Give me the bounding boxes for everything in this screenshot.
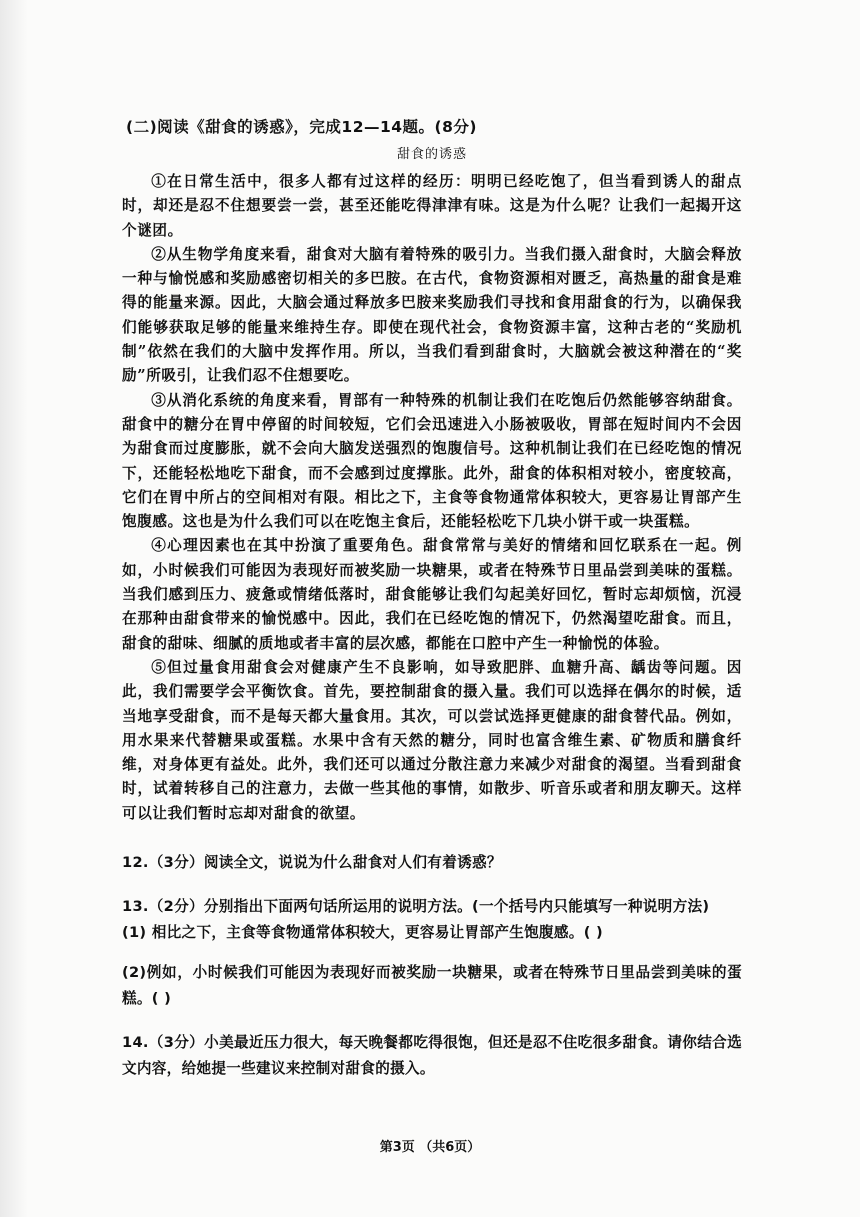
page-footer: 第3页 （共6页） [379,1140,481,1155]
question-14: 14.（3分）小美最近压力很大，每天晚餐都吃得很饱，但还是忍不住吃很多甜食。请你结合选文内容，给她提一些建议来控制对甜食的摄入。 [122,1034,742,1078]
paragraph-2: ②从生物学角度来看，甜食对大脑有着特殊的吸引力。当我们摄入甜食时，大脑会释放一种与愉悦感和奖励感密切相关的多巴胺。在古代，食物资源相对匮乏，高热量的甜食是难得的能量来源。因此，大脑会通过释放多巴胺来奖励我们寻找和食用甜食的行为，以确保我们能够获取足够的能量来维持生存。即使在现代社会，食物资源丰富，这种古老的“奖励机制”依然在我们的大脑中发挥作用。所以，当我们看到甜食时，大脑就会被这种潜在的“奖励”所吸引，让我们忍不住想要吃。 [122,245,742,385]
question-13 [122,894,742,1012]
paragraph-3: ③从消化系统的角度来看，胃部有一种特殊的机制让我们在吃饱后仍然能够容纳甜食。甜食中的糖分在胃中停留的时间较短，它们会迅速进入小肠被吸收，胃部在短时间内不会因为甜食而过度膨胀，就不会向大脑发送强烈的饱腹信号。这种机制让我们在已经吃饱的情况下，还能轻松地吃下甜食，而不会感到过度撑胀。此外，甜食的体积相对较小，密度较高，它们在胃中所占的空间相对有限。相比之下，主食等食物通常体积较大，更容易让胃部产生饱腹感。这也是为什么我们可以在吃饱主食后，还能轻松吃下几块小饼干或一块蛋糕。 [122,391,742,531]
questions [122,850,742,1082]
article-body [122,170,742,826]
scan-edge-shadow [0,0,28,1217]
question-12: 12.（3分）阅读全文，说说为什么甜食对人们有着诱惑？ [122,854,502,872]
question-13-item-1: (1) 相比之下，主食等食物通常体积较大，更容易让胃部产生饱腹感。( ) [122,924,604,942]
paragraph-5: ⑤但过量食用甜食会对健康产生不良影响，如导致肥胖、血糖升高、龋齿等问题。因此，我们需要学会平衡饮食。首先，要控制甜食的摄入量。我们可以选择在偶尔的时候，适当地享受甜食，而不是每天都大量食用。其次，可以尝试选择更健康的甜食替代品。例如，用水果来代替糖果或蛋糕。水果中含有天然的糖分，同时也富含维生素、矿物质和膳食纤维，对身体更有益处。此外，我们还可以通过分散注意力来减少对甜食的渴望。当看到甜食时，试着转移自己的注意力，去做一些其他的事情，如散步、听音乐或者和朋友聊天。这样可以让我们暂时忘却对甜食的欲望。 [122,658,742,822]
question-13-stem: 13.（2分）分别指出下面两句话所运用的说明方法。(一个括号内只能填写一种说明方法) [122,898,710,916]
section-heading: (二)阅读《甜食的诱惑》，完成12—14题。(8分) [126,118,478,136]
paragraph-4: ④心理因素也在其中扮演了重要角色。甜食常常与美好的情绪和回忆联系在一起。例如，小时候我们可能因为表现好而被奖励一块糖果，或者在特殊节日里品尝到美味的蛋糕。当我们感到压力、疲惫或情绪低落时，甜食能够让我们勾起美好回忆，暂时忘却烦恼，沉浸在那种由甜食带来的愉悦感中。因此，我们在已经吃饱的情况下，仍然渴望吃甜食。而且，甜食的甜味、细腻的质地或者丰富的层次感，都能在口腔中产生一种愉悦的体验。 [122,537,742,652]
question-13-item-2: (2)例如，小时候我们可能因为表现好而被奖励一块糖果，或者在特殊节日里品尝到美味的蛋糕。( ) [122,964,742,1008]
article-title: 甜食的诱惑 [396,147,467,162]
paragraph-1: ①在日常生活中，很多人都有过这样的经历：明明已经吃饱了，但当看到诱人的甜点时，却还是忍不住想要尝一尝，甚至还能吃得津津有味。这是为什么呢？让我们一起揭开这个谜团。 [122,173,742,239]
